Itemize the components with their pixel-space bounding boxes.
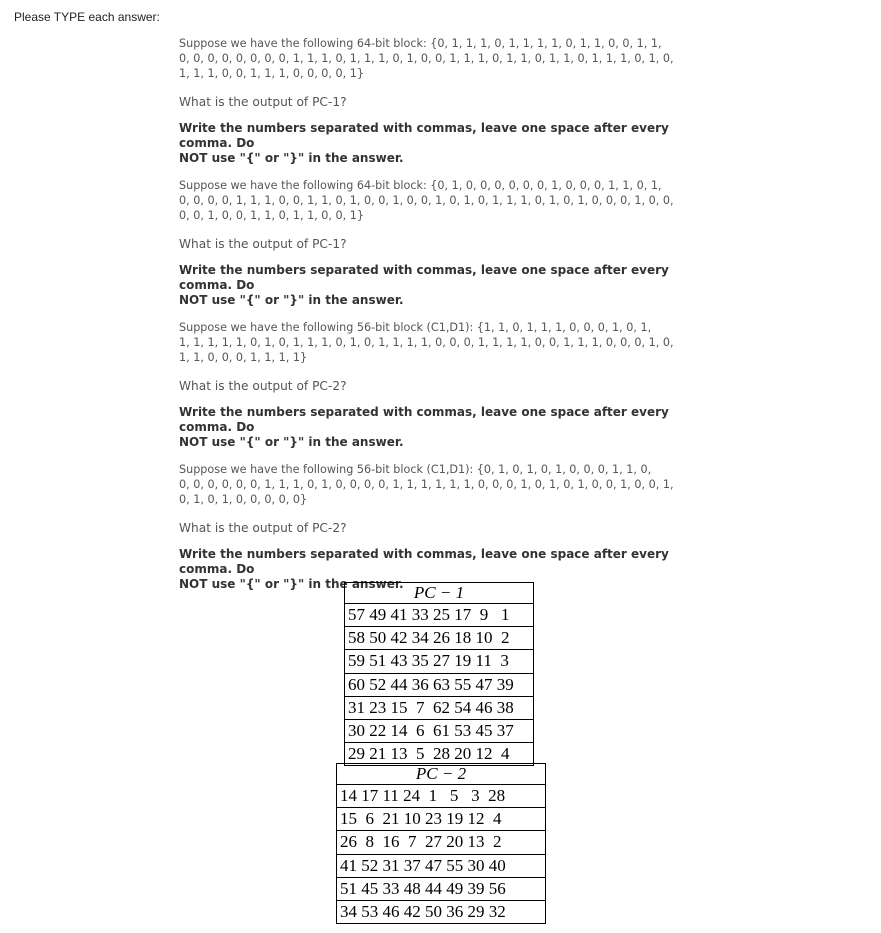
- page-header: Please TYPE each answer:: [14, 10, 160, 24]
- block-line: 1, 1, 1, 1, 1, 0, 1, 0, 1, 1, 1, 0, 1, 0, 1, 1, 1, 1, 0, 0, 0, 1, 1, 1, 1, 0, 0, 1, 1, 1, 0, 0, 0, 1, 0,: [179, 336, 674, 349]
- instruction-line: Write the numbers separated with commas, leave one space after every comma. Do: [179, 121, 669, 150]
- question-3-ask: What is the output of PC-2?: [179, 379, 347, 393]
- pc2-row: 51 45 33 48 44 49 39 56: [337, 877, 546, 900]
- pc1-row: 57 49 41 33 25 17 9 1: [345, 604, 534, 627]
- pc1-row: 31 23 15 7 62 54 46 38: [345, 696, 534, 719]
- instruction-line: Write the numbers separated with commas, leave one space after every comma. Do: [179, 263, 669, 292]
- block-line: Suppose we have the following 56-bit block (C1,D1): {1, 1, 0, 1, 1, 1, 0, 0, 0, 1, 0, 1,: [179, 321, 652, 334]
- pc1-row: 58 50 42 34 26 18 10 2: [345, 627, 534, 650]
- pc2-row: 26 8 16 7 27 20 13 2: [337, 831, 546, 854]
- block-line: Suppose we have the following 64-bit block: {0, 1, 0, 0, 0, 0, 0, 0, 1, 0, 0, 0, 1, 1, 0, 1,: [179, 179, 662, 192]
- question-4-block: [179, 462, 709, 507]
- instruction-line: NOT use "{" or "}" in the answer.: [179, 151, 404, 165]
- pc1-row: 59 51 43 35 27 19 11 3: [345, 650, 534, 673]
- pc1-row: 30 22 14 6 61 53 45 37: [345, 720, 534, 743]
- question-2-block: [179, 178, 709, 223]
- block-line: 0, 0, 0, 0, 0, 0, 1, 1, 1, 0, 1, 0, 0, 0, 0, 1, 1, 1, 1, 1, 1, 0, 0, 0, 1, 0, 1, 0, 1, 0, 0, 1, 0, 0, 1,: [179, 478, 674, 491]
- question-2: [179, 178, 709, 308]
- block-line: Suppose we have the following 56-bit block (C1,D1): {0, 1, 0, 1, 0, 1, 0, 0, 0, 1, 1, 0,: [179, 463, 652, 476]
- instruction-line: NOT use "{" or "}" in the answer.: [179, 293, 404, 307]
- question-1-instruction: [179, 121, 709, 166]
- question-1-ask: What is the output of PC-1?: [179, 95, 347, 109]
- instruction-line: NOT use "{" or "}" in the answer.: [179, 577, 404, 591]
- pc1-row: 60 52 44 36 63 55 47 39: [345, 673, 534, 696]
- pc2-table: [336, 763, 546, 924]
- block-line: 0, 0, 0, 0, 1, 1, 1, 0, 0, 1, 1, 0, 1, 0, 0, 1, 0, 0, 1, 0, 1, 0, 1, 1, 1, 0, 1, 0, 1, 0, 0, 0, 1, 0, 0,: [179, 194, 674, 207]
- pc1-title: PC − 1: [345, 583, 534, 604]
- block-line: 0, 0, 1, 0, 0, 1, 1, 0, 1, 1, 0, 0, 1}: [179, 209, 364, 222]
- pc2-row: 15 6 21 10 23 19 12 4: [337, 808, 546, 831]
- block-line: 1, 1, 0, 0, 0, 1, 1, 1, 1}: [179, 351, 308, 364]
- pc2-row: 41 52 31 37 47 55 30 40: [337, 854, 546, 877]
- pc1-table: [344, 582, 534, 766]
- block-line: 1, 1, 1, 0, 0, 1, 1, 1, 0, 0, 0, 0, 1}: [179, 67, 364, 80]
- question-1-block: [179, 36, 709, 81]
- instruction-line: Write the numbers separated with commas, leave one space after every comma. Do: [179, 547, 669, 576]
- question-2-ask: What is the output of PC-1?: [179, 237, 347, 251]
- block-line: 0, 0, 0, 0, 0, 0, 0, 0, 1, 1, 1, 0, 1, 1, 1, 0, 1, 0, 0, 1, 1, 1, 0, 1, 1, 0, 1, 1, 0, 1, 1, 1, 0, 1, 0,: [179, 52, 674, 65]
- questions-container: [179, 36, 709, 604]
- question-3-instruction: [179, 405, 709, 450]
- pc2-title: PC − 2: [337, 764, 546, 785]
- pc2-row: 14 17 11 24 1 5 3 28: [337, 785, 546, 808]
- question-4-ask: What is the output of PC-2?: [179, 521, 347, 535]
- question-2-instruction: [179, 263, 709, 308]
- question-4: [179, 462, 709, 592]
- block-line: 0, 1, 0, 1, 0, 0, 0, 0, 0}: [179, 493, 308, 506]
- block-line: Suppose we have the following 64-bit block: {0, 1, 1, 1, 0, 1, 1, 1, 1, 0, 1, 1, 0, 0, 1, 1,: [179, 37, 662, 50]
- pc1-row: 29 21 13 5 28 20 12 4: [345, 743, 534, 766]
- question-1: [179, 36, 709, 166]
- question-3-block: [179, 320, 709, 365]
- instruction-line: NOT use "{" or "}" in the answer.: [179, 435, 404, 449]
- instruction-line: Write the numbers separated with commas, leave one space after every comma. Do: [179, 405, 669, 434]
- question-3: [179, 320, 709, 450]
- pc2-row: 34 53 46 42 50 36 29 32: [337, 901, 546, 924]
